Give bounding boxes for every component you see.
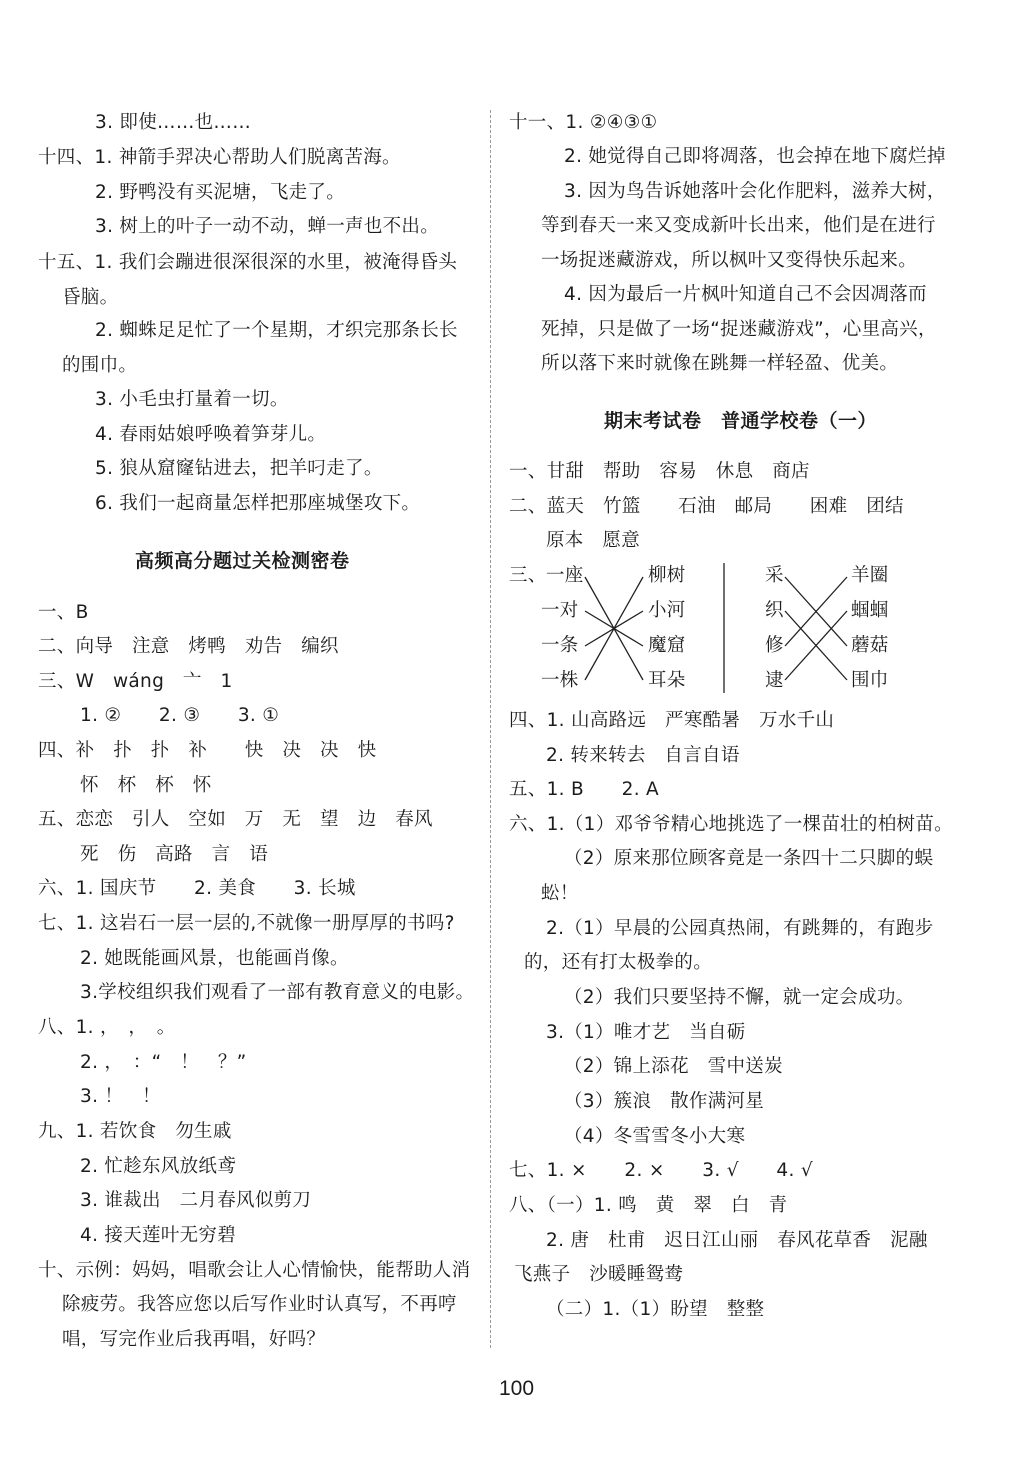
answer-line: 等到春天一来又变成新叶长出来，他们是在进行 xyxy=(541,215,936,236)
answer-line: （2）锦上添花 雪中送炭 xyxy=(564,1056,783,1077)
match-connector-line xyxy=(785,611,847,680)
answer-line: 所以落下来时就像在跳舞一样轻盈、优美。 xyxy=(541,353,899,374)
answer-line: 原本 愿意 xyxy=(546,530,641,551)
answer-line: 3. 因为鸟告诉她落叶会化作肥料，滋养大树， xyxy=(564,181,946,202)
match-left-word: 一对 xyxy=(541,600,579,621)
answer-line: 三、W wáng 亠 1 xyxy=(38,671,233,692)
match-left-word: 一座 xyxy=(546,565,584,586)
match-connector-line xyxy=(785,577,847,646)
answer-line: 2. 她既能画风景，也能画肖像。 xyxy=(80,948,349,969)
match-left-word: 修 xyxy=(765,635,784,656)
answer-line: 2. 忙趁东风放纸鸢 xyxy=(80,1156,237,1177)
answer-line: 2. ， ：“ ！ ？” xyxy=(80,1052,247,1073)
answer-line: 3. 谁裁出 二月春风似剪刀 xyxy=(80,1190,312,1211)
answer-line: 八、（一）1. 鸣 黄 翠 白 青 xyxy=(509,1195,788,1216)
answer-line: （2）我们只要坚持不懈，就一定会成功。 xyxy=(564,987,915,1008)
answer-line: 昏脑。 xyxy=(62,287,119,308)
section-title: 高频高分题过关检测密卷 xyxy=(135,550,350,572)
column-divider xyxy=(490,110,491,1348)
match-left-word: 一株 xyxy=(541,670,579,691)
answer-line: 四、1. 山高路远 严寒酷暑 万水千山 xyxy=(509,710,835,731)
answer-line: 2.（1）早晨的公园真热闹，有跳舞的，有跑步 xyxy=(546,918,934,939)
answer-line: 十五、1. 我们会蹦进很深很深的水里，被淹得昏头 xyxy=(38,252,458,273)
answer-line: 除疲劳。我答应您以后写作业时认真写，不再哼 xyxy=(62,1294,457,1315)
answer-line: 4. 因为最后一片枫叶知道自己不会因凋落而 xyxy=(564,284,927,305)
answer-line: 3.学校组织我们观看了一部有教育意义的电影。 xyxy=(80,982,475,1003)
answer-line: 4. 春雨姑娘呼唤着笋芽儿。 xyxy=(95,424,327,445)
answer-line: 五、恋恋 引人 空如 万 无 望 边 春风 xyxy=(38,809,433,830)
answer-line: （4）冬雪雪冬小大寒 xyxy=(564,1126,746,1147)
answer-line: （2）原来那位顾客竟是一条四十二只脚的蜈 xyxy=(564,848,934,869)
answer-line: 七、1. × 2. × 3. √ 4. √ xyxy=(509,1160,813,1181)
answer-line: （二）1.（1）盼望 整整 xyxy=(546,1299,765,1320)
answer-line: 4. 接天莲叶无穷碧 xyxy=(80,1225,237,1246)
answer-line: 二、蓝天 竹篮 石油 邮局 困难 团结 xyxy=(509,496,904,517)
answer-line: 3. ！ ！ xyxy=(80,1086,161,1107)
match-connector-line xyxy=(585,611,643,646)
answer-line: 的，还有打太极拳的。 xyxy=(524,952,713,973)
match-right-word: 小河 xyxy=(648,600,686,621)
section-title: 期末考试卷 普通学校卷（一） xyxy=(604,410,878,432)
match-right-word: 魔窟 xyxy=(648,635,686,656)
match-right-word: 围巾 xyxy=(851,670,889,691)
answer-line: 唱，写完作业后我再唱，好吗？ xyxy=(62,1329,326,1350)
match-right-word: 蘑菇 xyxy=(851,635,889,656)
answer-line: 3.（1）唯才艺 当自砺 xyxy=(546,1022,746,1043)
answer-line: 2. 转来转去 自言自语 xyxy=(546,745,740,766)
answer-line: 死 伤 高路 言 语 xyxy=(80,844,269,865)
answer-line: 十、示例：妈妈，唱歌会让人心情愉快，能帮助人消 xyxy=(38,1260,471,1281)
answer-line: 怀 杯 杯 怀 xyxy=(80,775,212,796)
match-right-word: 耳朵 xyxy=(648,670,686,691)
answer-line: 2. 她觉得自己即将凋落，也会掉在地下腐烂掉 xyxy=(564,146,946,167)
match-connector-line xyxy=(785,611,847,680)
answer-line: 六、1.（1）邓爷爷精心地挑选了一棵苗壮的柏树苗。 xyxy=(509,814,953,835)
answer-line: 蚣！ xyxy=(541,883,579,904)
match-connector-line xyxy=(585,611,643,646)
answer-line: 2. 蜘蛛足足忙了一个星期，才织完那条长长 xyxy=(95,320,458,341)
answer-line: 十一、1. ②④③① xyxy=(509,112,658,133)
answer-line: 九、1. 若饮食 勿生戚 xyxy=(38,1121,232,1142)
match-connector-line xyxy=(585,577,643,680)
answer-line: 一、B xyxy=(38,602,89,623)
match-right-word: 蝈蝈 xyxy=(851,600,889,621)
answer-line: 3. 小毛虫打量着一切。 xyxy=(95,389,289,410)
match-connector-line xyxy=(785,577,847,646)
answer-line: 八、1. ， ， 。 xyxy=(38,1017,176,1038)
answer-line: 3. 即使……也…… xyxy=(95,112,252,133)
answer-line: 的围巾。 xyxy=(62,355,138,376)
answer-line: 二、向导 注意 烤鸭 劝告 编织 xyxy=(38,636,339,657)
answer-line: 四、补 扑 扑 补 快 决 决 快 xyxy=(38,740,377,761)
match-left-word: 一条 xyxy=(541,635,579,656)
answer-line: 2. 野鸭没有买泥塘，飞走了。 xyxy=(95,182,346,203)
answer-line: 一场捉迷藏游戏，所以枫叶又变得快乐起来。 xyxy=(541,250,918,271)
answer-line: （3）簇浪 散作满河星 xyxy=(564,1091,765,1112)
match-right-word: 柳树 xyxy=(648,565,686,586)
answer-line: 6. 我们一起商量怎样把那座城堡攻下。 xyxy=(95,493,421,514)
answer-line: 七、1. 这岩石一层一层的,不就像一册厚厚的书吗? xyxy=(38,913,455,934)
answer-line: 5. 狼从窟窿钻进去，把羊叼走了。 xyxy=(95,458,383,479)
answer-line: 2. 唐 杜甫 迟日江山丽 春风花草香 泥融 xyxy=(546,1230,928,1251)
answer-line: 一、甘甜 帮助 容易 休息 商店 xyxy=(509,461,810,482)
match-left-word: 采 xyxy=(765,565,784,586)
answer-line: 1. ② 2. ③ 3. ① xyxy=(80,705,280,726)
answer-line: 飞燕子 沙暖睡鸳鸯 xyxy=(514,1264,684,1285)
match-left-word: 逮 xyxy=(765,670,784,691)
match-connector-line xyxy=(585,577,643,680)
match-right-word: 羊圈 xyxy=(851,565,889,586)
answer-line: 死掉，只是做了一场“捉迷藏游戏”，心里高兴， xyxy=(541,319,937,340)
answer-line: 3. 树上的叶子一动不动，蝉一声也不出。 xyxy=(95,216,440,237)
answer-line: 十四、1. 神箭手羿决心帮助人们脱离苦海。 xyxy=(38,147,401,168)
matching-prefix: 三、 xyxy=(509,565,547,586)
answer-line: 五、1. B 2. A xyxy=(509,779,660,800)
match-left-word: 织 xyxy=(765,600,784,621)
page-number: 100 xyxy=(498,1377,535,1400)
answer-line: 六、1. 国庆节 2. 美食 3. 长城 xyxy=(38,878,356,899)
